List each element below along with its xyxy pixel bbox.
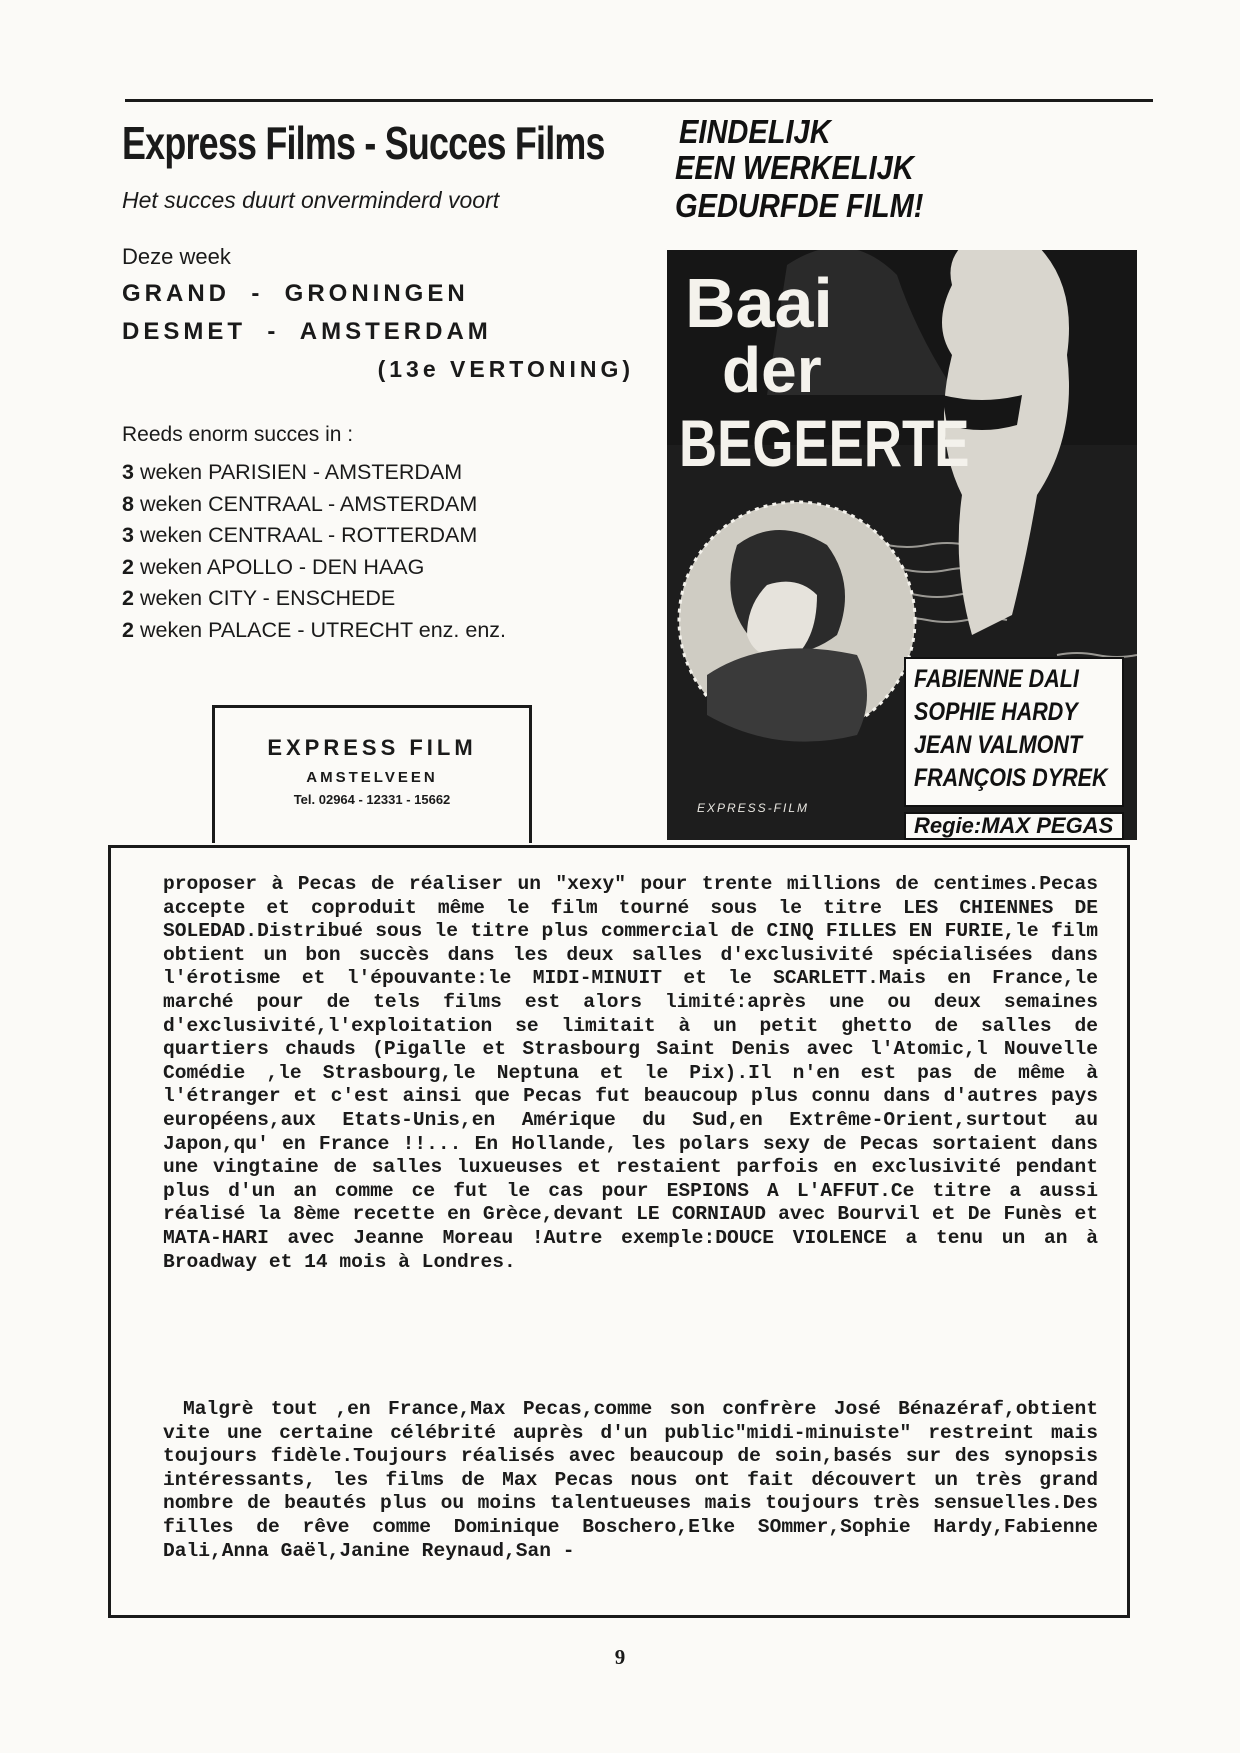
run-item: 2 weken PALACE - UTRECHT enz. enz. [122,617,506,642]
company-phone: Tel. 02964 - 12331 - 15662 [293,792,451,807]
director-credit: Regie:MAX PEGAS [904,812,1124,840]
cast-member: FRANÇOIS DYREK [914,764,1108,792]
poster-headline-line: EEN WERKELIJK [675,149,914,186]
run-item: 8 weken CENTRAAL - AMSTERDAM [122,491,478,516]
poster-headline [667,115,1137,250]
company-box [212,705,532,843]
vertoning-note: (13e VERTONING) [377,356,634,382]
company-name: EXPRESS FILM [267,735,477,760]
advert-title: Express Films - Succes Films [122,117,605,169]
poster-title-line: der [722,334,822,406]
run-item: 3 weken PARISIEN - AMSTERDAM [122,460,463,484]
run-list [122,457,652,646]
article-paragraph: Malgrè tout ,en France,Max Pecas,comme son confrère José Bénazéraf,obtient vite une certaine célébrité auprès d'un public"midi-minuiste" restreint mais toujours fidèle.Toujours réalisés avec beaucoup de soin,basés sur des synopsis intéressants, les films de Max Pecas nous ont fait découvert un très grand nombre de beautés plus ou moins talentueuses mais toujours très sensuelles.Des filles de rêve comme Dominique Boschero,Elke SOmmer,Sophie Hardy,Fabienne Dali,Anna Gaël,Janine Reynaud,San - [163,1398,1098,1562]
cast-member: FABIENNE DALI [914,665,1079,693]
poster-distributor: EXPRESS-FILM [697,801,810,815]
cinema-line: DESMET - AMSTERDAM [122,318,492,345]
poster-title-line: Baai [685,264,833,342]
poster-title-line: BEGEERTE [679,406,970,480]
advert-text [122,115,652,646]
article-box [108,845,1130,1618]
cast-member: JEAN VALMONT [914,731,1083,759]
run-item: 2 weken APOLLO - DEN HAAG [122,554,425,579]
cast-member: SOPHIE HARDY [914,698,1078,726]
poster-headline-line: EINDELIJK [679,115,831,150]
article-paragraph: proposer à Pecas de réaliser un "xexy" pour trente millions de centimes.Pecas accepte et coproduit même le film tourné sous le titre LES CHIENNES DE SOLEDAD.Distribué sous le titre plus commercial de CINQ FILLES EN FURIE,le film obtient un bon succès dans les deux salles d'exclusivité spécialisées dans l'érotisme et l'épouvante:le MIDI-MINUIT et le SCARLETT.Mais en France,le marché pour de tels films est alors limité:après une ou deux semaines d'exclusivité,l'exploitation se limitait à un petit ghetto de salles de quartiers chauds (Pigalle et Strasbourg Saint Denis avec l'Atomic,l Nouvelle Comédie ,le Strasbourg,le Neptuna et le Pix).Il n'en est pas de même à l'étranger et c'est ainsi que Pecas fut beaucoup plus connu dans d'autres pays européens,aux Etats-Unis,en Amérique du Sud,en Extrême-Orient,surtout au Japon,qu' en France !!... En Hollande, les polars sexy de Pecas sortaient dans une vingtaine de salles luxueuses et restaient parfois en exclusivité pendant plus d'un an comme ce fut le cas pour ESPIONS A L'AFFUT.Ce titre a aussi réalisé la 8ème recette en Grèce,devant LE CORNIAUD avec Bourvil et De Funès et MATA-HARI avec Jeanne Moreau !Autre exemple:DOUCE VIOLENCE a tenu un an à Broadway et 14 mois à Londres. [163,873,1098,1273]
week-label: Deze week [122,244,231,269]
film-poster [667,115,1137,840]
advert-tagline: Het succes duurt onverminderd voort [122,187,500,213]
poster-headline-line: GEDURFDE FILM! [675,187,924,224]
cinema-line: GRAND - GRONINGEN [122,280,469,307]
top-rule [125,99,1153,102]
success-label: Reeds enorm succes in : [122,423,354,446]
page-number: 9 [614,1645,626,1669]
run-item: 3 weken CENTRAAL - ROTTERDAM [122,523,478,547]
company-city: AMSTELVEEN [306,769,438,786]
cast-list [904,657,1124,807]
run-item: 2 weken CITY - ENSCHEDE [122,586,396,610]
